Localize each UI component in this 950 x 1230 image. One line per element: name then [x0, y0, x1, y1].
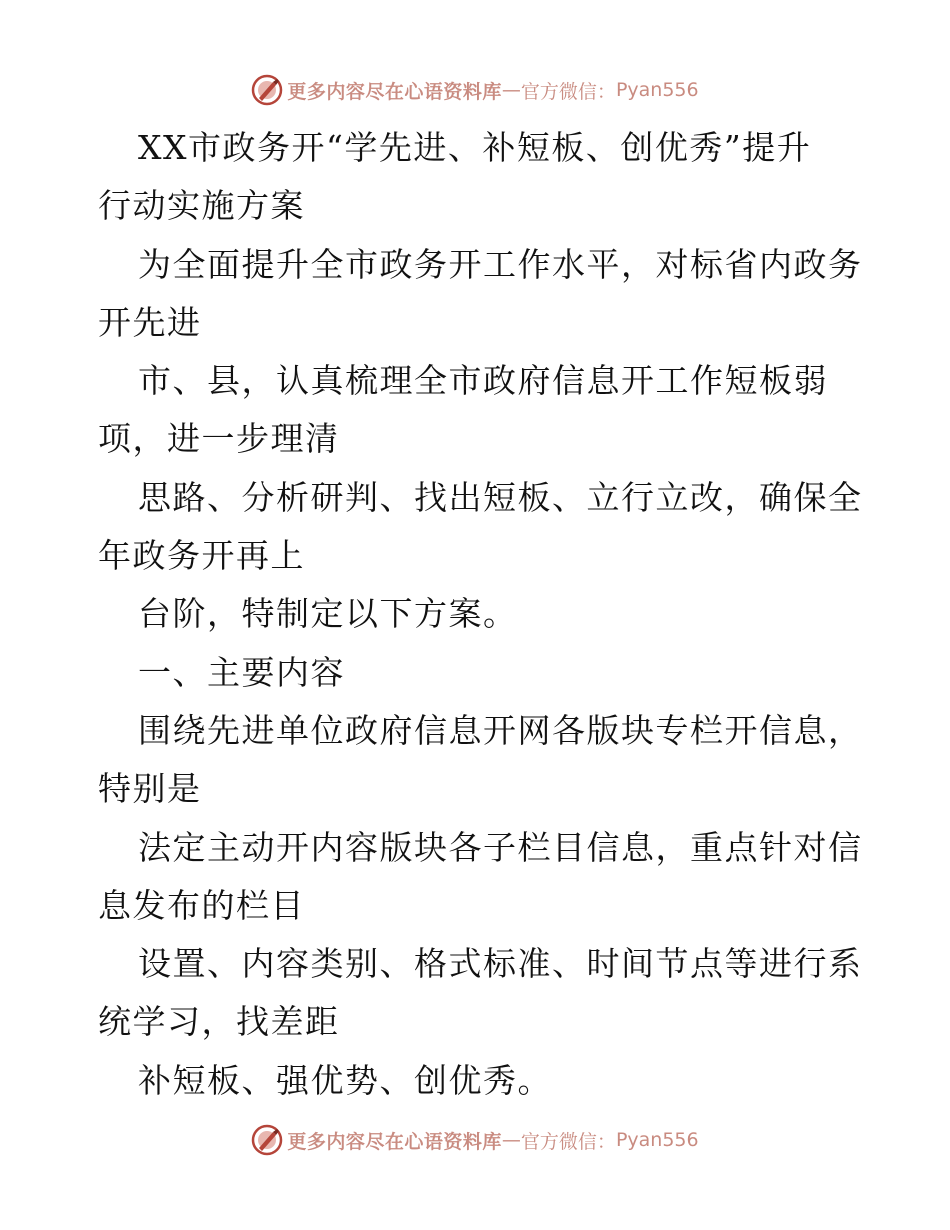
document-body — [98, 119, 863, 1110]
banner-separator: — — [501, 79, 521, 101]
footer-watermark-banner — [0, 1122, 950, 1158]
text-line: 开先进 — [98, 302, 202, 342]
text-line: 息发布的栏目 — [98, 885, 305, 925]
banner-wechat-id: Pyan556 — [615, 1129, 699, 1151]
text-line: XX市政务开“学先进、补短板、创优秀”提升 — [138, 128, 812, 167]
text-line: 围绕先进单位政府信息开网各版块专栏开信息， — [138, 710, 863, 750]
text-line: 补短板、强优势、创优秀。 — [138, 1060, 552, 1100]
text-line: 台阶，特制定以下方案。 — [138, 594, 518, 634]
text-line: 行动实施方案 — [98, 186, 305, 226]
library-logo-icon — [251, 74, 283, 106]
library-logo-icon — [251, 1124, 283, 1156]
banner-text: 更多内容尽在心语资料库 — [287, 1130, 502, 1153]
text-line: 项，进一步理清 — [98, 419, 340, 459]
banner-wechat-label: 官方微信： — [520, 1130, 616, 1153]
text-line: 为全面提升全市政务开工作水平，对标省内政务 — [138, 244, 863, 284]
text-line: 市、县，认真梳理全市政府信息开工作短板弱 — [138, 361, 828, 401]
banner-separator: — — [501, 1129, 521, 1151]
banner-text: 更多内容尽在心语资料库 — [287, 80, 502, 103]
header-watermark-banner — [0, 72, 950, 108]
text-line: 年政务开再上 — [98, 536, 305, 576]
text-line: 法定主动开内容版块各子栏目信息，重点针对信 — [138, 827, 863, 867]
banner-wechat-label: 官方微信： — [520, 80, 616, 103]
banner-wechat-id: Pyan556 — [615, 79, 699, 101]
text-line: 特别是 — [98, 769, 202, 809]
text-line: 一、主要内容 — [138, 652, 345, 692]
text-line: 统学习，找差距 — [98, 1002, 340, 1042]
text-line: 思路、分析研判、找出短板、立行立改，确保全 — [138, 477, 863, 517]
text-line: 设置、内容类别、格式标准、时间节点等进行系 — [138, 944, 863, 984]
